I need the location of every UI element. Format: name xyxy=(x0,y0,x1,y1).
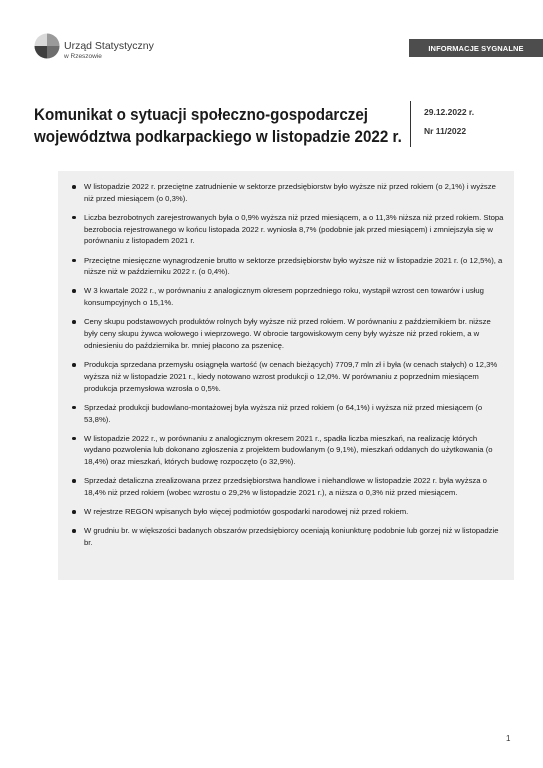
list-item xyxy=(72,285,504,309)
bullet-icon xyxy=(72,289,76,293)
list-item-text: Liczba bezrobotnych zarejestrowanych była o 0,9% wyższa niż przed miesiącem, a o 11,3% niższa niż przed rokiem. Stopa bezrobocia rejestrowanego w końcu listopada 2022 r. wyniosła 8,7% (podobnie jak przed miesiącem) i zmniejszyła się w porównaniu z listopadem 2021 r. xyxy=(84,212,504,246)
list-item xyxy=(72,475,504,499)
list-item-text: Ceny skupu podstawowych produktów rolnych były wyższe niż przed rokiem. W porównaniu z październikiem br. niższe były ceny skupu żywca wołowego i wieprzowego. W obrocie targowiskowym ceny były wyższe niż przed rokiem, a w odniesieniu do października br. mniej płacono za pszenicę. xyxy=(84,317,491,350)
bullet-icon xyxy=(72,479,76,483)
page-title-line-1: Komunikat o sytuacji społeczno-gospodarczej xyxy=(34,106,369,124)
publication-number: Nr 11/2022 xyxy=(424,126,467,136)
list-item-text: W listopadzie 2022 r., w porównaniu z analogicznym okresem 2021 r., spadła liczba mieszkań, na realizację których wydano pozwolenia lub dokonano zgłoszenia z projektem budowlanym (o 9,1%), mieszkań oddanych do użytkowania (o 18,4%) oraz mieszkań, których budowę rozpoczęto (o 32,9%). xyxy=(84,433,493,467)
bullet-icon xyxy=(72,529,76,533)
list-item-text: Produkcja sprzedana przemysłu osiągnęła wartość (w cenach bieżących) 7709,7 mln zł i była (w cenach stałych) o 12,3% wyższa niż w listopadzie 2021 r., kiedy notowano wzrost produkcji o 12,0%. W porównaniu z poprzednim miesiącem produkcja przemysłowa wzrosła o 0,5%. xyxy=(84,360,498,393)
list-item-text: W rejestrze REGON wpisanych było więcej podmiotów gospodarki narodowej niż przed rokiem. xyxy=(84,507,409,517)
title-divider xyxy=(410,101,411,147)
list-item xyxy=(72,255,504,279)
org-subtitle: w Rzeszowie xyxy=(64,53,102,60)
list-item xyxy=(72,506,504,518)
page-number: 1 xyxy=(506,734,511,743)
list-item-text: W grudniu br. w większości badanych obszarów przedsiębiorcy oceniają koniunkturę podobnie lub gorzej niż w listopadzie br. xyxy=(84,526,499,548)
list-item-text: Sprzedaż detaliczna zrealizowana przez przedsiębiorstwa handlowe i niehandlowe w listopadzie 2022 r. była wyższa o 18,4% niż przed rokiem (wobec wzrostu o 29,2% w listopadzie 2021 r.), a niższa o 0,3% niż przed miesiącem. xyxy=(84,476,487,498)
list-item xyxy=(72,359,504,394)
page-title-line-2: województwa podkarpackiego w listopadzie 2022 r. xyxy=(34,128,402,146)
bullet-icon xyxy=(72,363,76,367)
bullet-icon xyxy=(72,320,76,324)
list-item-text: Przeciętne miesięczne wynagrodzenie brutto w sektorze przedsiębiorstw było wyższe niż w listopadzie 2021 r. (o 12,5%), a niższe niż w październiku 2022 r. (o 0,4%). xyxy=(84,255,503,277)
org-name: Urząd Statystyczny xyxy=(64,40,154,52)
list-item-text: Sprzedaż produkcji budowlano-montażowej była wyższa niż przed rokiem (o 64,1%) i wyższa niż przed miesiącem (o 53,8%). xyxy=(84,402,483,424)
bullet-icon xyxy=(72,406,76,410)
gus-logo-icon xyxy=(34,33,60,59)
list-item xyxy=(72,402,504,426)
publication-date: 29.12.2022 r. xyxy=(424,107,475,117)
bullet-icon xyxy=(72,510,76,514)
logo xyxy=(34,33,154,65)
bullet-icon xyxy=(72,216,76,220)
bullet-icon xyxy=(72,259,76,263)
summary-panel xyxy=(58,171,514,580)
list-item xyxy=(72,212,504,247)
list-item xyxy=(72,525,504,549)
document-type-badge: INFORMACJE SYGNALNE xyxy=(409,39,543,57)
list-item xyxy=(72,433,504,468)
summary-list xyxy=(58,171,514,549)
list-item-text: W listopadzie 2022 r. przeciętne zatrudnienie w sektorze przedsiębiorstw było wyższe niż przed rokiem (o 2,1%) i wyższe niż przed miesiącem (o 0,3%). xyxy=(84,182,496,203)
list-item xyxy=(72,316,504,351)
list-item-text: W 3 kwartale 2022 r., w porównaniu z analogicznym okresem poprzedniego roku, wystąpił wzrost cen towarów i usług konsumpcyjnych o 15,1%. xyxy=(84,286,484,308)
bullet-icon xyxy=(72,437,76,441)
page-title xyxy=(34,104,402,148)
list-item xyxy=(72,181,504,205)
bullet-icon xyxy=(72,185,76,189)
